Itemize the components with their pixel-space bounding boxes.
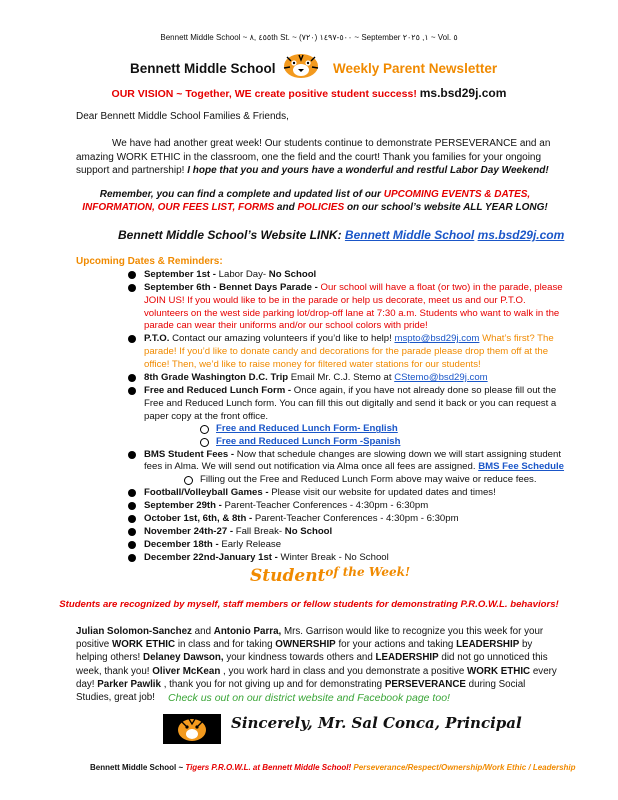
header-contact-line: Bennett Middle School ~ ٤٥٥ ,٨th St. ~ (٧٢٠) ٥٠٠-١٤٩٧ ~ September ١, ٢٠٢٥ ~ Vol. ٥ [160, 33, 458, 42]
footer-line [90, 763, 576, 772]
reminders-list [126, 269, 566, 565]
list-item: November 24th-27 - Fall Break- No School [126, 526, 566, 539]
list-item: 8th Grade Washington D.C. Trip Email Mr. C.J. Stemo at CStemo@bsd29j.com [126, 372, 566, 385]
remember-highlight-b: UPCOMING EVENTS & DATES, INFORMATION, OUR FEES LIST, FORMS [82, 189, 531, 213]
lunch-form-spanish-link[interactable]: Free and Reduced Lunch Form -Spanish [216, 435, 401, 447]
vision-text: OUR VISION ~ Together, WE create positive student success! [111, 88, 417, 100]
student-of-week-heading [250, 566, 410, 586]
vision-url: ms.bsd29j.com [419, 86, 507, 100]
tiger-mascot-icon [281, 51, 321, 79]
footer-slogan: Tigers P.R.O.W.L. at Bennett Middle School! [185, 763, 352, 772]
salutation: Dear Bennett Middle School Families & Friends, [76, 111, 289, 122]
pto-email-link[interactable]: mspto@bsd29j.com [394, 333, 480, 345]
intro-paragraph [76, 137, 558, 178]
list-item: December 18th - Early Release [126, 539, 566, 552]
list-item: Football/Volleyball Games - Please visit our website for updated dates and times! [126, 487, 566, 500]
remember-text-e: on our school’s website ALL YEAR LONG! [346, 202, 548, 213]
footer-school: Bennett Middle School ~ [90, 763, 186, 772]
newsletter-title: Weekly Parent Newsletter [333, 61, 498, 76]
list-item: September 1st - Labor Day- No School [126, 269, 566, 282]
list-item: September 29th - Parent-Teacher Conferences - 4:30pm - 6:30pm [126, 500, 566, 513]
sotw-of-week: of the Week! [325, 565, 411, 579]
website-link-url[interactable]: ms.bsd29j.com [477, 228, 565, 242]
list-item: BMS Student Fees - Now that schedule changes are slowing down we will start assigning student fees in Alma. We will send out notification via Alma once all fees are assigned. BMS Fee Schedule Filling out the Free and Reduced Lunch Form above may waive or reduce fees. [126, 449, 566, 487]
website-link-line [118, 228, 564, 242]
fee-schedule-link[interactable]: BMS Fee Schedule [478, 461, 565, 473]
intro-text: We have had another great week! Our students continue to demonstrate PERSEVERANCE and an amazing WORK ETHIC in the classroom, one the field and the court! Thank you families for your ongoing support and partnership! [76, 138, 551, 176]
school-name: Bennett Middle School [130, 61, 276, 76]
list-item: October 1st, 6th, & 8th - Parent-Teacher Conferences - 4:30pm - 6:30pm [126, 513, 566, 526]
list-item: September 6th - Bennet Days Parade - Our school will have a float (or two) in the parade, please JOIN US! If you would like to be in the parade or help us decorate, meet us and our P.T.O. volunteers on the west side parking lot/drop-off lane at 7:30 a.m. Students who want to walk in the parade can wear their uniforms and/or our school colors with pride! [126, 282, 566, 333]
student-recognition-paragraph: Julian Solomon-Sanchez and Antonio Parra, Mrs. Garrison would like to recognize you this week for your positive WORK ETHIC in class and for taking OWNERSHIP for your actions and taking LEADERSHIP by helping others! Delaney Dawson, your kindness towards others and LEADERSHIP did not go unnoticed this week, thank you! Oliver McKean , you work hard in class and you demonstrate a positive WORK ETHIC every day! Parker Pawlik , thank you for not giving up and for demonstrating PERSEVERANCE during Social Studies, great job! [76, 626, 557, 704]
stemo-email-link[interactable]: CStemo@bsd29j.com [394, 371, 488, 383]
footer-values: Perseverance/Respect/Ownership/Work Ethic / Leadership [351, 763, 576, 772]
fee-note [144, 474, 566, 487]
remember-text-c: and [276, 202, 295, 213]
sotw-student: Student [250, 566, 326, 586]
list-item: P.T.O. Contact our amazing volunteers if you’d like to help! mspto@bsd29j.com What’s first? The parade! If you’d like to donate candy and decorations for the parade please drop them off at the office! Then, we’d like to raise money for filtered water stations for our students! [126, 333, 566, 371]
website-label: Bennett Middle School’s Website LINK: [118, 228, 342, 242]
principal-signoff: Sincerely, Mr. Sal Conca, Principal [231, 714, 522, 732]
fee-note-item: Filling out the Free and Reduced Lunch Form above may waive or reduce fees. [184, 474, 566, 487]
tiger-logo-icon [163, 714, 221, 744]
check-out-line: Check us out on our district website and Facebook page too! [168, 692, 450, 704]
intro-wish: I hope that you and yours have a wonderful and restful Labor Day Weekend! [187, 165, 549, 176]
list-item: December 22nd-January 1st - Winter Break - No School [126, 552, 566, 565]
dates-heading: Upcoming Dates & Reminders: [76, 256, 223, 267]
remember-note [80, 188, 550, 214]
lunch-form-links [144, 423, 566, 448]
website-link-school[interactable]: Bennett Middle School [344, 228, 475, 242]
lunch-form-english-link[interactable]: Free and Reduced Lunch Form- English [216, 423, 398, 435]
vision-line [0, 86, 618, 100]
remember-highlight-d: POLICIES [297, 202, 345, 213]
recognition-note: Students are recognized by myself, staff members or fellow students for demonstrating P.R.O.W.L. behaviors! [59, 599, 559, 610]
remember-text-a: Remember, you can find a complete and updated list of our [99, 189, 381, 200]
list-item: Free and Reduced Lunch Form - Once again, if you have not already done so please fill out the Free and Reduced Lunch form. You can fill this out digitally and send it back or you can request a paper copy at the front office. Free and Reduced Lunch Form- English Free and Reduced Lunch Form -Spanish [126, 385, 566, 449]
